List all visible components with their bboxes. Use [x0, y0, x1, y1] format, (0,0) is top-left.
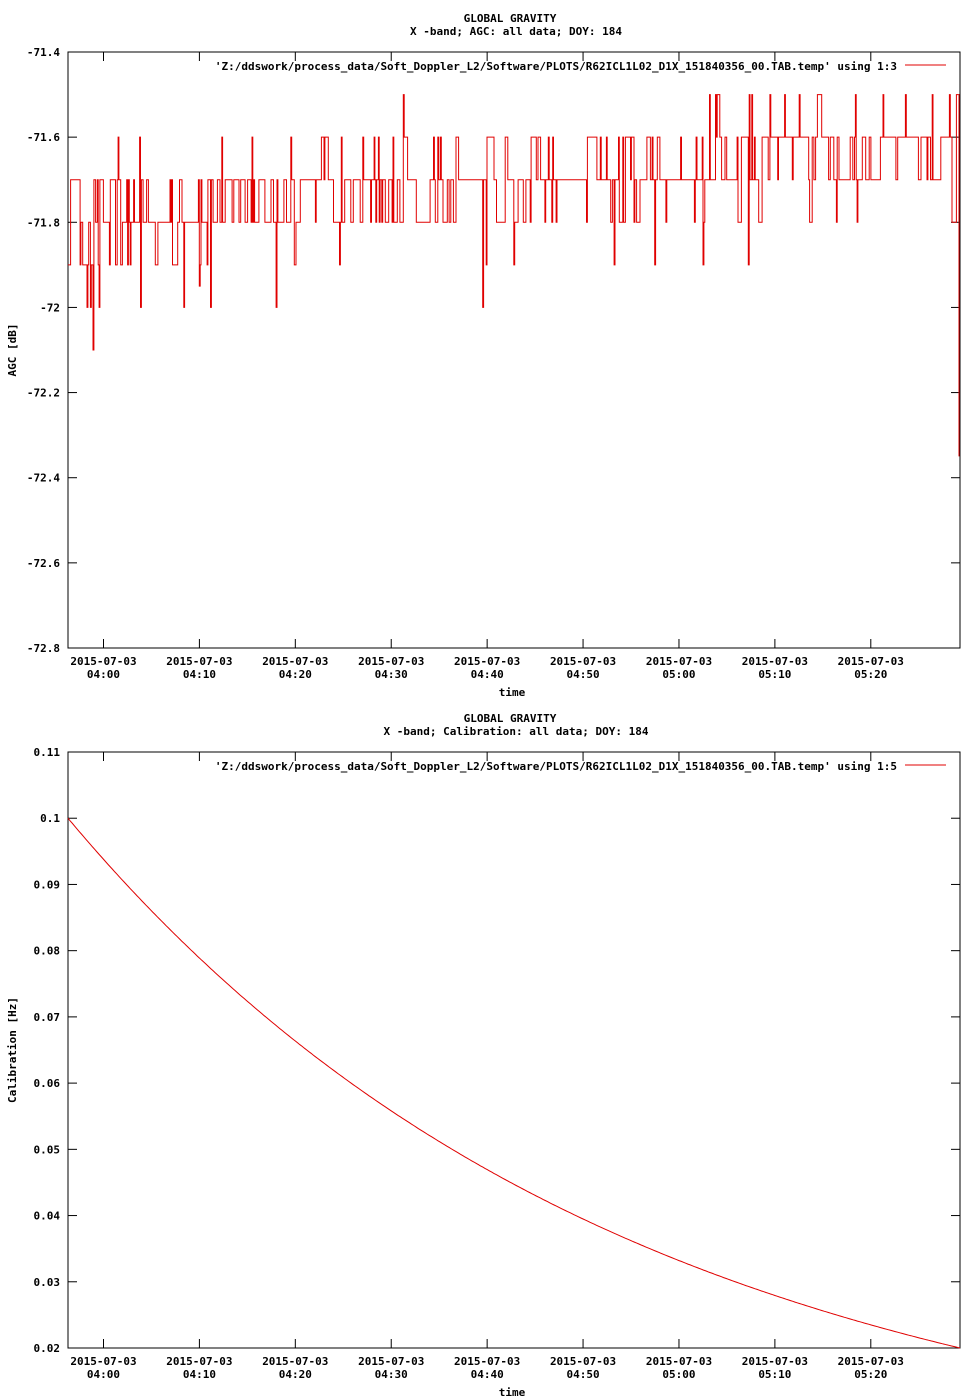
- y-tick-label: -72.4: [26, 471, 60, 485]
- x-tick-date: 2015-07-03: [166, 1355, 233, 1368]
- y-tick-label: 0.04: [33, 1209, 60, 1223]
- agc-series-line: [68, 95, 959, 457]
- x-tick-date: 2015-07-03: [645, 655, 713, 668]
- x-tick-time: 04:40: [470, 668, 504, 681]
- x-tick-time: 04:20: [278, 668, 312, 681]
- y-tick-label: -71.6: [26, 131, 60, 145]
- x-tick-time: 04:40: [470, 1368, 504, 1381]
- y-tick-label: 0.1: [40, 812, 60, 826]
- y-tick-label: 0.03: [33, 1275, 60, 1289]
- agc-plot-frame: [68, 52, 960, 648]
- calibration-y-axis-label: Calibration [Hz]: [6, 997, 19, 1103]
- x-tick-time: 05:10: [758, 1368, 792, 1381]
- x-tick-date: 2015-07-03: [262, 655, 329, 668]
- x-tick-time: 05:00: [662, 668, 696, 681]
- y-tick-label: -72.2: [26, 386, 60, 400]
- y-tick-label: -72.6: [26, 556, 60, 570]
- agc-x-axis-label: time: [498, 686, 526, 699]
- agc-legend-label: 'Z:/ddswork/process_data/Soft_Doppler_L2/Software/PLOTS/R62ICL1L02_D1X_151840356_00.TAB.temp' using 1:3: [214, 60, 897, 73]
- x-tick-date: 2015-07-03: [70, 655, 137, 668]
- y-tick-label: 0.07: [33, 1010, 60, 1024]
- agc-chart-subtitle: X -band; AGC: all data; DOY: 184: [410, 25, 622, 38]
- agc-chart: [6, 12, 960, 699]
- y-tick-label: 0.11: [33, 746, 60, 759]
- x-tick-time: 04:10: [182, 668, 216, 681]
- y-tick-label: 0.08: [33, 944, 60, 958]
- calibration-series-line: [68, 818, 960, 1348]
- calibration-legend-label: 'Z:/ddswork/process_data/Soft_Doppler_L2/Software/PLOTS/R62ICL1L02_D1X_151840356_00.TAB.temp' using 1:5: [214, 760, 897, 773]
- calibration-chart-title: GLOBAL GRAVITY: [463, 712, 557, 725]
- x-tick-time: 04:20: [278, 1368, 312, 1381]
- x-tick-time: 05:00: [662, 1368, 696, 1381]
- agc-chart-title: GLOBAL GRAVITY: [463, 12, 557, 25]
- calibration-chart: [6, 712, 960, 1399]
- y-tick-label: 0.09: [33, 878, 60, 892]
- x-tick-time: 04:50: [566, 1368, 600, 1381]
- y-tick-label: 0.05: [33, 1143, 60, 1157]
- x-tick-time: 05:20: [854, 1368, 888, 1381]
- y-tick-label: -72: [40, 301, 60, 315]
- calibration-y-ticks: [34, 746, 961, 1355]
- x-tick-date: 2015-07-03: [454, 1355, 521, 1368]
- y-tick-label: -71.8: [26, 216, 60, 230]
- calibration-plot-frame: [68, 752, 960, 1348]
- x-tick-date: 2015-07-03: [741, 655, 809, 668]
- x-tick-time: 05:20: [854, 668, 888, 681]
- x-tick-date: 2015-07-03: [262, 1355, 329, 1368]
- agc-y-axis-label: AGC [dB]: [6, 323, 19, 377]
- x-tick-date: 2015-07-03: [837, 1355, 904, 1368]
- x-tick-date: 2015-07-03: [70, 1355, 137, 1368]
- x-tick-time: 04:30: [374, 668, 408, 681]
- x-tick-date: 2015-07-03: [645, 1355, 713, 1368]
- x-tick-time: 05:10: [758, 668, 792, 681]
- x-tick-date: 2015-07-03: [549, 1355, 617, 1368]
- x-tick-date: 2015-07-03: [166, 655, 233, 668]
- x-tick-time: 04:10: [182, 1368, 216, 1381]
- x-tick-time: 04:00: [86, 1368, 121, 1381]
- x-tick-time: 04:50: [566, 668, 600, 681]
- calibration-x-ticks: [70, 752, 904, 1381]
- x-tick-date: 2015-07-03: [741, 1355, 809, 1368]
- x-tick-time: 04:00: [86, 668, 121, 681]
- y-tick-label: 0.06: [33, 1077, 60, 1091]
- calibration-chart-subtitle: X -band; Calibration: all data; DOY: 184: [383, 725, 649, 738]
- x-tick-date: 2015-07-03: [358, 655, 425, 668]
- x-tick-date: 2015-07-03: [837, 655, 904, 668]
- y-tick-label: -71.4: [26, 46, 60, 59]
- x-tick-date: 2015-07-03: [358, 1355, 425, 1368]
- y-tick-label: -72.8: [26, 642, 60, 655]
- x-tick-time: 04:30: [374, 1368, 408, 1381]
- x-tick-date: 2015-07-03: [454, 655, 521, 668]
- calibration-x-axis-label: time: [498, 1386, 526, 1399]
- y-tick-label: 0.02: [33, 1342, 60, 1355]
- x-tick-date: 2015-07-03: [549, 655, 617, 668]
